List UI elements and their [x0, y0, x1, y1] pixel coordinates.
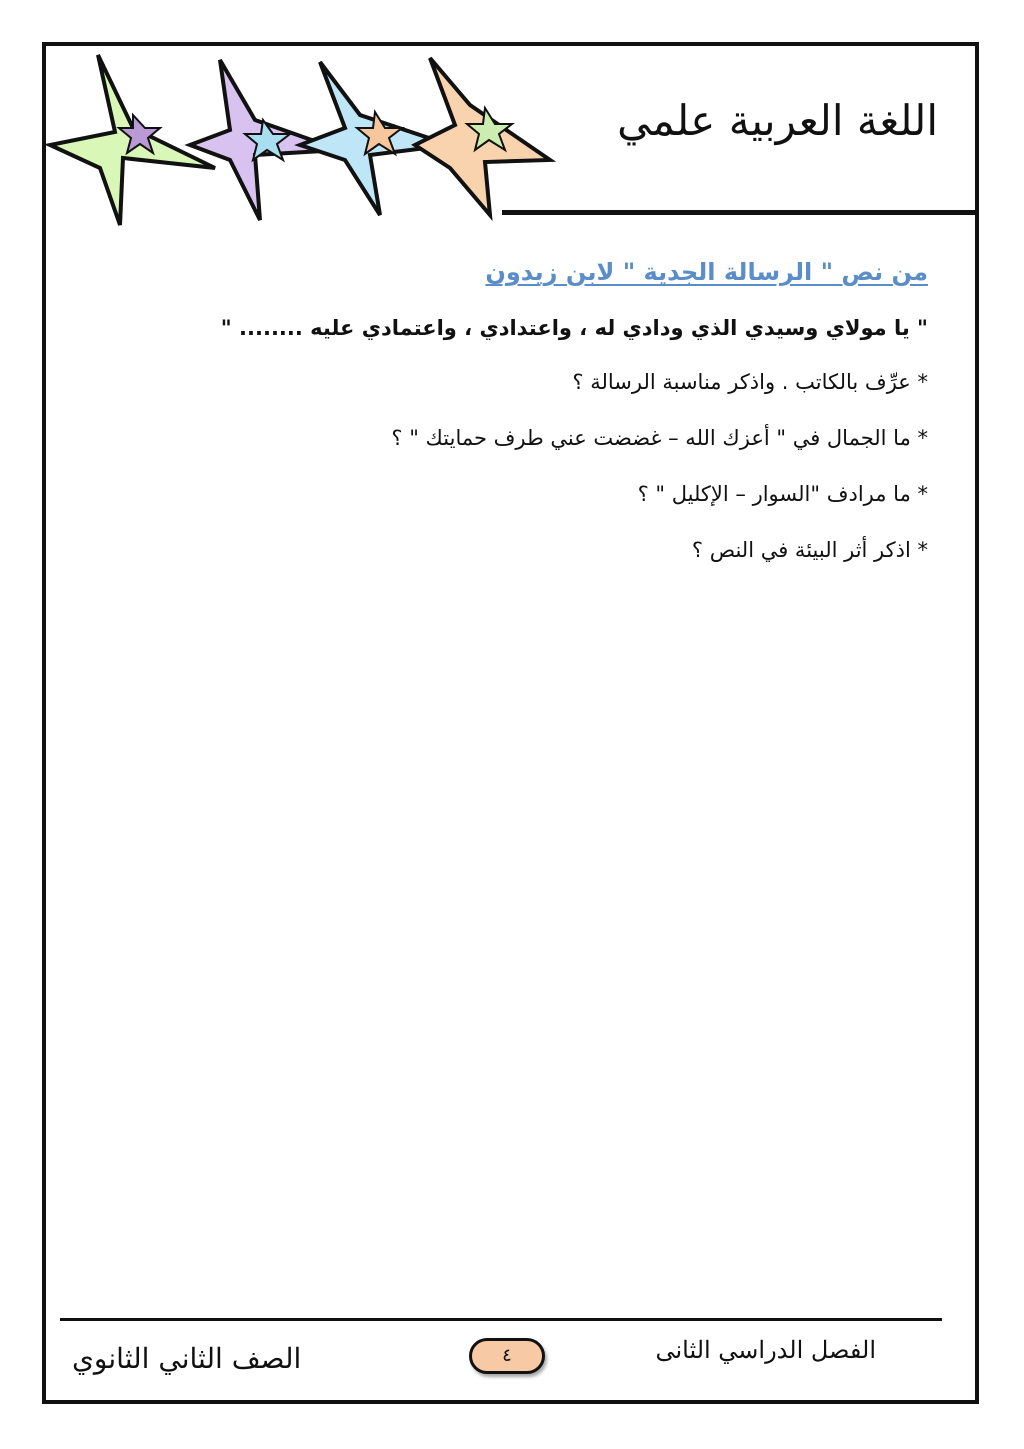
page-frame — [42, 42, 979, 1404]
page-number-badge: ٤ — [469, 1338, 545, 1374]
question-item: * ما مرادف "السوار – الإكليل " ؟ — [637, 482, 928, 506]
stars-decoration — [45, 50, 585, 230]
footer-divider — [60, 1318, 942, 1321]
question-item: * عرِّف بالكاتب . واذكر مناسبة الرسالة ؟ — [572, 370, 928, 394]
footer-grade: الصف الثاني الثانوي — [72, 1342, 302, 1375]
section-title: من نص " الرسالة الجدية " لابن زيدون — [485, 258, 928, 286]
star-icon — [415, 58, 550, 215]
quote-text: " يا مولاي وسيدي الذي ودادي له ، واعتدادي ، واعتمادي عليه ........ " — [220, 316, 928, 340]
header-divider — [502, 210, 978, 215]
question-item: * ما الجمال في " أعزك الله – غضضت عني طرف حمايتك " ؟ — [391, 426, 928, 450]
footer-semester: الفصل الدراسي الثانى — [655, 1336, 876, 1364]
question-item: * اذكر أثر البيئة في النص ؟ — [691, 538, 928, 562]
main-content — [98, 255, 928, 589]
header-title: اللغة العربية علمي — [617, 96, 938, 145]
star-icon — [50, 55, 215, 225]
